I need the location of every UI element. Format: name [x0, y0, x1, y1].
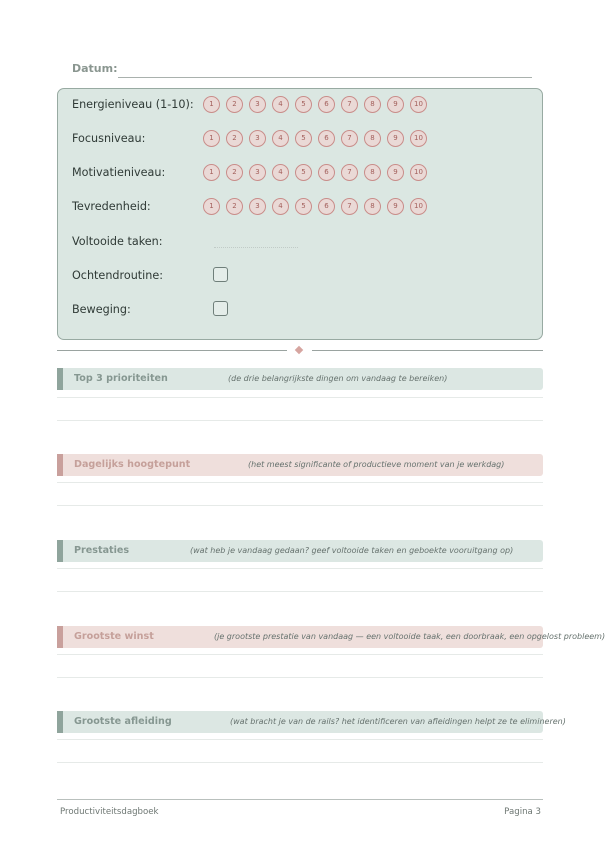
check-row-morning-routine	[72, 267, 532, 287]
completed-tasks-field[interactable]	[214, 247, 298, 248]
section-header-achievements	[57, 540, 543, 562]
rating-circle-6[interactable]: 6	[318, 130, 335, 147]
section-header-biggest-win	[57, 626, 605, 648]
rating-circle-10[interactable]: 10	[410, 198, 427, 215]
section-subtitle: (wat bracht je van de rails? het identificeren van afleidingen helpt ze te elimineren)	[230, 717, 566, 726]
section-title: Grootste winst	[74, 631, 154, 642]
rating-circle-3[interactable]: 3	[249, 130, 266, 147]
rating-circle-2[interactable]: 2	[226, 96, 243, 113]
diamond-ornament-icon	[295, 346, 303, 354]
divider-left	[57, 350, 287, 351]
check-row-exercise	[72, 301, 532, 321]
rating-circle-1[interactable]: 1	[203, 130, 220, 147]
section-header-biggest-distraction	[57, 711, 566, 733]
date-label: Datum:	[72, 62, 118, 75]
section-title: Grootste afleiding	[74, 716, 172, 727]
rating-circle-5[interactable]: 5	[295, 198, 312, 215]
scale-row-focus	[72, 130, 532, 150]
rating-circle-1[interactable]: 1	[203, 96, 220, 113]
completed-tasks-row	[72, 233, 532, 253]
rating-circle-6[interactable]: 6	[318, 198, 335, 215]
scale-row-energy	[72, 96, 532, 116]
rating-circle-5[interactable]: 5	[295, 164, 312, 181]
rating-circle-3[interactable]: 3	[249, 198, 266, 215]
scale-label: Energieniveau (1-10):	[72, 98, 194, 111]
rating-circle-8[interactable]: 8	[364, 96, 381, 113]
rating-circle-4[interactable]: 4	[272, 130, 289, 147]
rating-circle-8[interactable]: 8	[364, 130, 381, 147]
section-accent-bar	[57, 711, 63, 733]
section-title: Dagelijks hoogtepunt	[74, 459, 191, 470]
rating-circle-3[interactable]: 3	[249, 96, 266, 113]
rating-circle-2[interactable]: 2	[226, 130, 243, 147]
rating-circle-10[interactable]: 10	[410, 164, 427, 181]
section-accent-bar	[57, 540, 63, 562]
scale-row-motivation	[72, 164, 532, 184]
completed-tasks-label: Voltooide taken:	[72, 235, 163, 248]
scale-row-satisfaction	[72, 198, 532, 218]
check-label: Beweging:	[72, 303, 131, 316]
rating-circle-10[interactable]: 10	[410, 130, 427, 147]
morning-routine-checkbox[interactable]	[213, 267, 228, 282]
writing-line[interactable]	[57, 482, 543, 483]
section-subtitle: (de drie belangrijkste dingen om vandaag te bereiken)	[228, 374, 448, 383]
divider-right	[312, 350, 543, 351]
writing-line[interactable]	[57, 591, 543, 592]
footer-rule	[57, 799, 543, 800]
writing-line[interactable]	[57, 654, 543, 655]
writing-line[interactable]	[57, 505, 543, 506]
rating-circle-5[interactable]: 5	[295, 96, 312, 113]
rating-circle-2[interactable]: 2	[226, 198, 243, 215]
writing-line[interactable]	[57, 397, 543, 398]
daily-tracker-panel	[57, 88, 543, 340]
section-accent-bar	[57, 454, 63, 476]
rating-circle-4[interactable]: 4	[272, 198, 289, 215]
section-accent-bar	[57, 368, 63, 390]
writing-line[interactable]	[57, 762, 543, 763]
rating-circle-9[interactable]: 9	[387, 130, 404, 147]
rating-circle-8[interactable]: 8	[364, 198, 381, 215]
section-title: Top 3 prioriteiten	[74, 373, 168, 384]
section-subtitle: (het meest significante of productieve moment van je werkdag)	[248, 460, 505, 469]
section-title: Prestaties	[74, 545, 130, 556]
rating-circle-4[interactable]: 4	[272, 96, 289, 113]
writing-line[interactable]	[57, 739, 543, 740]
rating-circle-9[interactable]: 9	[387, 96, 404, 113]
rating-circle-7[interactable]: 7	[341, 164, 358, 181]
rating-circle-1[interactable]: 1	[203, 164, 220, 181]
section-header-daily-highlight	[57, 454, 543, 476]
scale-label: Motivatieniveau:	[72, 166, 166, 179]
footer-page-number: Pagina 3	[504, 807, 541, 817]
rating-circle-6[interactable]: 6	[318, 96, 335, 113]
rating-circle-9[interactable]: 9	[387, 198, 404, 215]
rating-circle-8[interactable]: 8	[364, 164, 381, 181]
section-accent-bar	[57, 626, 63, 648]
rating-circle-2[interactable]: 2	[226, 164, 243, 181]
writing-line[interactable]	[57, 568, 543, 569]
writing-line[interactable]	[57, 420, 543, 421]
exercise-checkbox[interactable]	[213, 301, 228, 316]
section-header-top-priorities	[57, 368, 543, 390]
scale-label: Tevredenheid:	[72, 200, 151, 213]
check-label: Ochtendroutine:	[72, 269, 164, 282]
rating-circle-9[interactable]: 9	[387, 164, 404, 181]
rating-circle-7[interactable]: 7	[341, 198, 358, 215]
rating-circle-6[interactable]: 6	[318, 164, 335, 181]
section-subtitle: (je grootste prestatie van vandaag — een voltooide taak, een doorbraak, een opgelost probleem)	[214, 632, 605, 641]
writing-line[interactable]	[57, 677, 543, 678]
rating-circle-4[interactable]: 4	[272, 164, 289, 181]
date-input-line[interactable]	[118, 77, 532, 78]
rating-circle-1[interactable]: 1	[203, 198, 220, 215]
rating-circle-10[interactable]: 10	[410, 96, 427, 113]
rating-circle-7[interactable]: 7	[341, 130, 358, 147]
rating-circle-7[interactable]: 7	[341, 96, 358, 113]
rating-circle-3[interactable]: 3	[249, 164, 266, 181]
footer-journal-title: Productiviteitsdagboek	[60, 807, 159, 817]
scale-label: Focusniveau:	[72, 132, 146, 145]
date-row	[72, 62, 532, 80]
section-subtitle: (wat heb je vandaag gedaan? geef voltooide taken en geboekte vooruitgang op)	[190, 546, 514, 555]
rating-circle-5[interactable]: 5	[295, 130, 312, 147]
